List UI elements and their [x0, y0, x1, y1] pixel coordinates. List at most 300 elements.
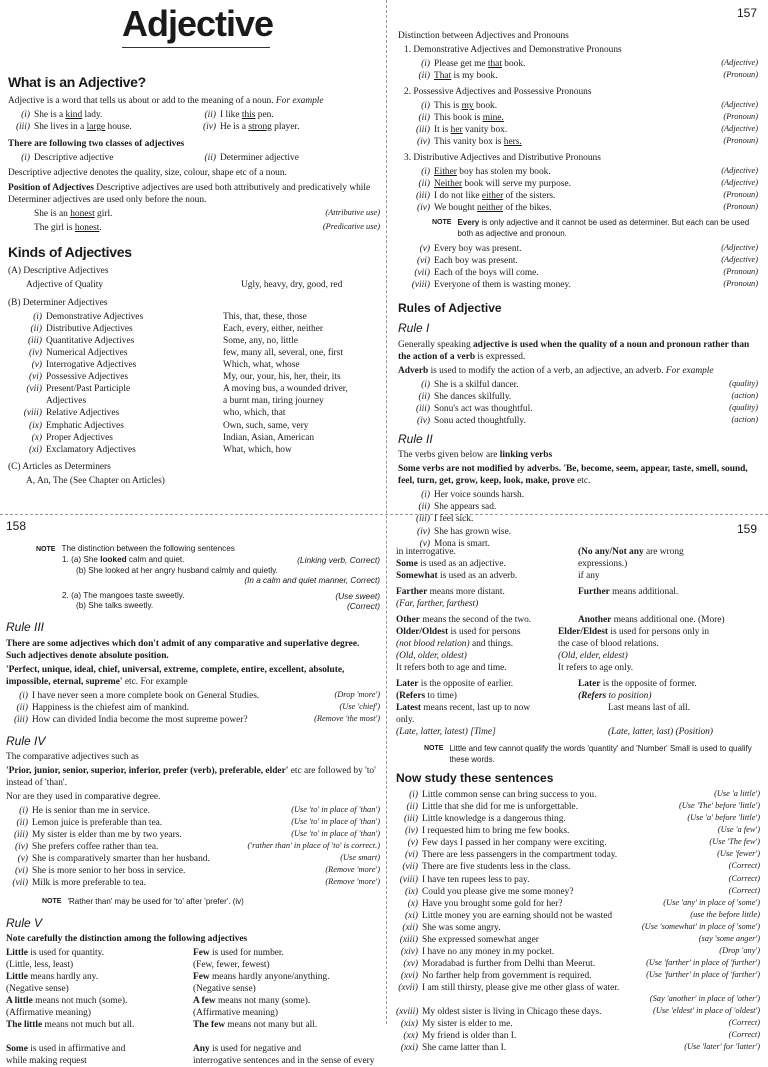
comparison-top [396, 546, 760, 582]
rule-2-verbs: Some verbs are not modified by adverbs. 'Be, become, seem, appear, taste, smell, sound, feel, turn, get, grow, keep, look, make, prove etc. [398, 464, 748, 487]
definition-term: Somewhat [396, 571, 438, 582]
latest-last: Latest means recent, last up to now only. (Late, latter, latest) [Time] Last means last of all. (Late, latter, last) (Position) [396, 703, 713, 738]
example-pre: This vanity box is [434, 137, 504, 148]
example-underlined: either [481, 191, 504, 202]
example-tag: (Adjective) [721, 58, 758, 68]
note-1b-tag: (In a calm and quiet manner, Correct) [244, 576, 380, 586]
example-underlined: neither [477, 203, 504, 214]
comparison-top-left [396, 546, 578, 582]
rule-1-rows [398, 379, 758, 427]
position-text: Position of Adjectives Descriptive adjectives are used both attributively and predicatively while Determiner adjectives are used only before the noun. [8, 183, 371, 206]
example-sentence: Every boy was present. [434, 243, 522, 254]
example-tag: (Drop 'any') [719, 945, 760, 955]
page-number-159: 159 [737, 522, 758, 536]
definition-line [193, 959, 380, 971]
example-row [396, 1030, 760, 1042]
page-158 [6, 544, 380, 1067]
example-number: (iii) [415, 191, 430, 202]
example-underlined: my [461, 101, 474, 112]
example-tag: (Pronoun) [723, 70, 758, 80]
example-text [408, 190, 555, 202]
note-distinction: NOTE The distinction between the following sentences [36, 544, 235, 553]
example-sentence: I am still thirsty, please give me other glass of water. [422, 982, 620, 993]
example-text [396, 1018, 513, 1030]
example-sentence: Her voice sounds harsh. [434, 490, 525, 501]
example-number: (xix) [400, 1018, 418, 1029]
definition-term: (No any/Not any [578, 547, 644, 557]
definition-line [6, 1019, 193, 1031]
example-sentence: She is comparatively smarter than her husband. [32, 854, 210, 865]
example-tag: ('rather than' in place of 'to' is correct.) [247, 841, 380, 851]
definition-text: means not much (some). [32, 996, 128, 1007]
definition-line [193, 971, 380, 983]
farther-further: Farther means more distant. (Far, farther, farthest) Further means additional. [396, 587, 679, 610]
example-sentence: Mona is smart. [434, 538, 490, 549]
kind-row [8, 407, 380, 419]
example-row [398, 124, 758, 136]
example-sentence: Little that she did for me is unforgettable. [422, 802, 579, 813]
example-row [396, 837, 760, 849]
note-little-few: NOTE Little and few cannot qualify the words 'quantity' and 'Number' Small is used to qualify these words. [424, 744, 752, 764]
definition-term: Few [193, 972, 210, 983]
example-tag: (Pronoun) [723, 112, 758, 122]
example-row [396, 910, 760, 922]
example-tag: (Use 'any' in place of 'some') [663, 897, 760, 907]
definition-text: in interrogative. [396, 547, 456, 557]
definition-text: interrogative sentences and in the sense of every [193, 1056, 375, 1067]
definition-term: Some [396, 559, 418, 570]
example-tag: (Pronoun) [723, 266, 758, 276]
example-text [6, 865, 185, 877]
kind-row [8, 420, 380, 432]
kind-name [8, 311, 223, 323]
example-sentence: There are five students less in the class. [422, 862, 571, 873]
example-number: (iv) [416, 415, 430, 426]
example-number: (i) [421, 59, 430, 70]
kind-number: (viii) [23, 408, 42, 419]
example-row [398, 403, 758, 415]
kind-label: Relative Adjectives [46, 408, 120, 419]
example-row-1: (i) She is a kind lady. (ii) I like this pen. [21, 109, 274, 120]
example-row-2: (iii) She lives in a large house. (iv) He is a strong player. [15, 121, 300, 132]
example-number: (iii) [415, 514, 430, 525]
definition-term: Some [6, 1044, 28, 1055]
example-number: (i) [19, 690, 28, 701]
example-sentence: Little common sense can bring success to you. [422, 790, 597, 801]
example-text [396, 970, 591, 982]
kind-example: few, many all, several, one, first [223, 348, 343, 359]
example-sentence: I have no any money in my pocket. [422, 946, 555, 957]
example-sentence: My sister is elder to me. [422, 1018, 513, 1029]
example-tag: (Use 'eldest' in place of 'oldest') [653, 1005, 760, 1015]
example-text [6, 841, 158, 853]
example-text [408, 58, 525, 70]
example-sentence: I feel sick. [434, 514, 474, 525]
example-text [396, 825, 569, 837]
definition-text: is used for negative and [209, 1044, 302, 1055]
example-sentence: Everyone of them is wasting money. [434, 280, 571, 290]
example-row [398, 136, 758, 148]
example-underlined: Neither [434, 179, 463, 190]
example-number: (iv) [416, 203, 430, 214]
definition-text: (Affirmative meaning) [193, 1008, 278, 1019]
kind-row [8, 347, 380, 359]
example-number: (i) [19, 806, 28, 817]
example-row [398, 267, 758, 279]
kind-example: who, which, that [223, 408, 286, 419]
section-3-heading: 3. Distributive Adjectives and Distributive Pronouns [404, 153, 601, 164]
example-row [398, 501, 758, 513]
example-tag: (quality) [729, 402, 758, 412]
page-divider-vertical [386, 0, 387, 1024]
definition-line [6, 1031, 193, 1043]
other-another: Other means the second of the two. Another means additional one. (More) [396, 615, 725, 626]
example-row [398, 243, 758, 255]
example-text [396, 994, 422, 1006]
example-number: (ii) [16, 702, 28, 713]
example-sentence: Each boy was present. [434, 255, 518, 266]
rule-4-list: 'Prior, junior, senior, superior, inferior, prefer (verb), preferable, elder' etc are followed by 'to' instead of 'than'. [6, 766, 376, 789]
definition-text: is used as an adjective. [417, 559, 506, 570]
kind-name [8, 444, 223, 456]
example-row [396, 789, 760, 801]
kind-number: (iv) [28, 348, 42, 359]
definition-text: (Few, fewer, fewest) [193, 960, 270, 971]
definition-text: means not many (some). [215, 996, 311, 1007]
kind-name [8, 371, 223, 383]
definition-text: (Negative sense) [6, 984, 69, 995]
example-row [396, 861, 760, 873]
example-sentence: Each of the boys will come. [434, 267, 539, 278]
example-underlined: Either [434, 167, 457, 178]
example-row [6, 829, 380, 841]
example-row [396, 849, 760, 861]
example-sentence: I requested him to bring me few books. [422, 826, 570, 837]
example-text [6, 817, 162, 829]
section-1-heading: 1. Demonstrative Adjectives and Demonstrative Pronouns [404, 45, 622, 56]
kind-label: Distributive Adjectives [46, 324, 133, 335]
definition-line [396, 570, 578, 582]
example-sentence: Have you brought some gold for her? [422, 898, 563, 909]
example-text [396, 861, 570, 873]
example-row [6, 690, 380, 702]
rule-1-text: Generally speaking adjective is used when the quality of a noun and pronoun rather than the action of a verb is expressed. [398, 339, 750, 362]
example-sentence: No farther help from government is required. [422, 970, 592, 981]
rule-2-label: Rule II [398, 431, 433, 446]
definition-line [396, 546, 578, 558]
example-tag: (Use 'somewhat' in place of 'some') [641, 921, 760, 931]
example-row [6, 702, 380, 714]
note-2a: 2. (a) The mangoes taste sweetly. (Use sweet) [62, 590, 380, 601]
kind-number: (ix) [28, 420, 42, 431]
definition-text: (Negative sense) [193, 984, 256, 995]
example-tag: (Use 'a few') [717, 825, 760, 835]
example-number: (ii) [418, 71, 430, 82]
kind-number: (ii) [30, 324, 42, 335]
example-tag: (Correct) [728, 861, 760, 871]
definition-line [6, 947, 193, 959]
definition-line [578, 570, 760, 582]
kind-label: Proper Adjectives [46, 432, 113, 443]
definition-line [6, 995, 193, 1007]
example-row [396, 813, 760, 825]
rule-1-adverb: Adverb is used to modify the action of a verb, an adjective, an adverb. For example [398, 365, 714, 376]
rule-4-rows [6, 805, 380, 889]
example-row [398, 100, 758, 112]
example-number: (xiv) [400, 946, 418, 957]
example-post: boy has stolen my book. [456, 167, 551, 178]
example-tag: (Pronoun) [723, 279, 758, 288]
example-number: (v) [17, 854, 28, 865]
example-tag: (use the before little) [690, 909, 760, 919]
example-number: (iii) [403, 814, 418, 825]
example-tag: (Adjective) [721, 166, 758, 176]
example-pre: I do not like [434, 191, 482, 202]
example-text [396, 946, 554, 958]
example-post: of the sisters. [503, 191, 556, 202]
example-number: (i) [409, 790, 418, 801]
example-text [396, 922, 501, 934]
kind-row [8, 395, 380, 407]
example-number: (xv) [403, 958, 418, 969]
definition-line [6, 1043, 193, 1055]
example-sentence: She was some angry. [422, 922, 501, 933]
definition-line [193, 1031, 380, 1043]
definition-line [6, 983, 193, 995]
example-text [408, 501, 496, 513]
example-text [396, 874, 529, 886]
example-pre: It is [434, 125, 451, 136]
example-text [6, 877, 146, 889]
example-tag: (quality) [729, 378, 758, 388]
example-row [398, 202, 758, 214]
example-text [408, 379, 519, 391]
definition-text: means hardly any. [27, 972, 99, 983]
rule-4-label: Rule IV [6, 733, 46, 748]
kind-name [8, 407, 223, 419]
example-text [408, 403, 533, 415]
definition-text: are wrong [643, 547, 684, 557]
example-tag: (Use 'fewer') [717, 849, 760, 859]
example-sentence: She is a skilful dancer. [434, 379, 519, 390]
example-number: (i) [421, 101, 430, 112]
kind-row [8, 444, 380, 456]
example-text [408, 513, 473, 525]
example-tag: (Correct) [728, 885, 760, 895]
example-row [6, 865, 380, 877]
example-number: (ii) [406, 802, 418, 813]
heading-what-is-adjective: What is an Adjective? [8, 74, 146, 90]
kind-number: (xi) [28, 444, 42, 455]
example-row [396, 874, 760, 886]
example-number: (ii) [418, 502, 430, 513]
definition-line [578, 546, 760, 558]
section-3-rows [398, 166, 758, 214]
kind-name [8, 323, 223, 335]
rule-4-nor: Nor are they used in comparative degree. [6, 792, 161, 803]
example-sentence: How can divided India become the most supreme power? [32, 714, 248, 725]
definition-line [193, 1043, 380, 1055]
example-number: (ii) [418, 179, 430, 190]
definition-text: (Affirmative meaning) [6, 1008, 91, 1019]
example-text [396, 801, 578, 813]
example-text [408, 100, 497, 112]
kind-label: Possessive Adjectives [46, 372, 129, 383]
page-159 [396, 546, 760, 1053]
kinds-list [8, 311, 380, 455]
example-row [396, 801, 760, 813]
example-text [6, 853, 210, 865]
example-number: (vi) [404, 850, 418, 861]
section-1-rows [398, 58, 758, 82]
example-post: book will serve my purpose. [462, 179, 571, 190]
example-text [408, 124, 507, 136]
example-tag: (Use 'to' in place of 'than') [291, 817, 380, 827]
example-underlined: that [487, 59, 502, 70]
example-row [396, 898, 760, 910]
older-elder: Older/Oldest is used for persons (not blood relation) and things. (Old, older, oldest) It refers both to age and time. Elder/Eldest is used for persons only in the case of blood relations. (Old, elder, eldest) It refers to age only. [396, 627, 710, 674]
example-sentence: He is senior than me in service. [32, 806, 150, 817]
distinction-heading: Distinction between Adjectives and Pronouns [398, 31, 569, 41]
definition-term: Any [193, 1044, 210, 1055]
section-2-rows [398, 100, 758, 148]
kind-c-example: A, An, The (See Chapter on Articles) [26, 475, 165, 486]
example-number: (i) [421, 490, 430, 501]
example-row [398, 190, 758, 202]
example-number: (i) [421, 167, 430, 178]
kind-label: Present/Past Participle [46, 384, 131, 395]
kind-c: (C) Articles as Determiners [8, 461, 111, 472]
kind-row [8, 371, 380, 383]
example-tag: (Adjective) [721, 242, 758, 252]
example-row [398, 526, 758, 538]
example-row [396, 946, 760, 958]
definition-line [193, 947, 380, 959]
kind-a-quality: Adjective of Quality Ugly, heavy, dry, good, red [26, 280, 343, 291]
example-sentence: Moradabad is further from Delhi than Meerut. [422, 958, 596, 969]
example-underlined: hers. [503, 137, 522, 148]
example-text [396, 958, 595, 970]
example-row [396, 982, 760, 994]
example-text [408, 267, 539, 279]
kind-number: (i) [33, 312, 42, 323]
example-underlined: mine. [482, 113, 504, 124]
example-number: (xi) [404, 910, 418, 921]
example-sentence: She expressed somewhat anger [422, 934, 539, 945]
kind-label: Exclamatory Adjectives [46, 444, 136, 455]
example-sentence: She has grown wise. [434, 526, 512, 537]
example-post: of the bikes. [503, 203, 552, 214]
kind-row [8, 323, 380, 335]
example-tag: (Use 'to' in place of 'than') [291, 805, 380, 815]
kind-example: Some, any, no, little [223, 336, 298, 347]
example-text [408, 202, 551, 214]
example-text [408, 489, 524, 501]
kind-label: Quantitative Adjectives [46, 336, 135, 347]
example-sentence: Could you please give me some money? [422, 886, 574, 897]
title-underline [122, 47, 270, 48]
kind-number: (x) [31, 432, 42, 443]
rule-5-text: Note carefully the distinction among the following adjectives [6, 934, 248, 945]
example-text [6, 690, 259, 702]
definition-text: if any [578, 571, 600, 582]
example-number: (xx) [403, 1030, 418, 1041]
kind-row [8, 383, 380, 395]
example-tag: (Pronoun) [723, 190, 758, 200]
example-tag: (Use 'chief') [339, 701, 380, 711]
example-sentence: She is more senior to her boss in service. [32, 866, 186, 877]
example-tag: (Drop 'more') [334, 689, 380, 699]
example-number: (iii) [415, 403, 430, 414]
note-2b: (b) She talks sweetly. (Correct) [76, 601, 380, 612]
rule-5-right [193, 947, 380, 1067]
rule-1-label: Rule I [398, 321, 430, 336]
example-pre: This is [434, 101, 462, 112]
example-pre: We bought [434, 203, 477, 214]
example-text [396, 886, 574, 898]
kind-name [8, 395, 223, 407]
definition-line [193, 1019, 380, 1031]
example-number: (iv) [416, 137, 430, 148]
classes-row: (i) Descriptive adjective (ii) Determiner adjective [21, 153, 299, 164]
kind-row [8, 359, 380, 371]
classes-heading: There are following two classes of adjectives [8, 139, 185, 149]
example-number: (iv) [404, 826, 418, 837]
kind-row [8, 335, 380, 347]
example-row [396, 1006, 760, 1018]
example-tag: (Adjective) [721, 178, 758, 188]
definition-line [193, 995, 380, 1007]
example-sentence: I have ten rupees less to pay. [422, 874, 530, 885]
kind-a: (A) Descriptive Adjectives [8, 266, 109, 277]
heading-kinds: Kinds of Adjectives [8, 244, 132, 261]
example-row [396, 1018, 760, 1030]
kind-name [8, 347, 223, 359]
example-text [6, 829, 182, 841]
position-example-2: The girl is honest. (Predicative use) [34, 222, 380, 234]
section-2-heading: 2. Possessive Adjectives and Possessive Pronouns [404, 87, 592, 98]
example-sentence: She prefers coffee rather than tea. [32, 842, 159, 853]
example-row [6, 805, 380, 817]
example-number: (ii) [16, 818, 28, 829]
definition-text: is used for number. [209, 948, 284, 959]
example-tag: (say 'some anger') [698, 933, 760, 943]
example-text [396, 910, 612, 922]
definition-term: Little [6, 948, 28, 959]
example-row [398, 391, 758, 403]
kind-example: Which, what, whose [223, 360, 300, 371]
kind-b: (B) Determiner Adjectives [8, 298, 108, 309]
example-number: (ii) [418, 113, 430, 124]
rule-2-text: The verbs given below are linking verbs [398, 450, 553, 461]
example-text [396, 1030, 516, 1042]
example-post: vanity box. [462, 125, 508, 136]
note-every: NOTE Every is only adjective and it cannot be used as determiner. But each can be used both as adjective and pronoun. [432, 218, 750, 238]
kind-number: (iii) [27, 336, 42, 347]
example-sentence: Lemon juice is preferable than tea. [32, 818, 163, 829]
example-underlined: That [434, 71, 452, 82]
kind-number: (v) [31, 360, 42, 371]
example-tag: (Use 'farther' in place of 'further') [646, 957, 760, 967]
example-text [408, 415, 526, 427]
example-number: (iv) [14, 842, 28, 853]
example-tag: (Say 'another' in place of 'other') [649, 993, 760, 1003]
definition-line [6, 959, 193, 971]
position-example-1: She is an honest girl. (Attributive use) [34, 208, 380, 220]
example-text [408, 243, 521, 255]
note-1a: 1. (a) She looked calm and quiet. (Linking verb, Correct) [62, 554, 380, 565]
kind-row [8, 311, 380, 323]
